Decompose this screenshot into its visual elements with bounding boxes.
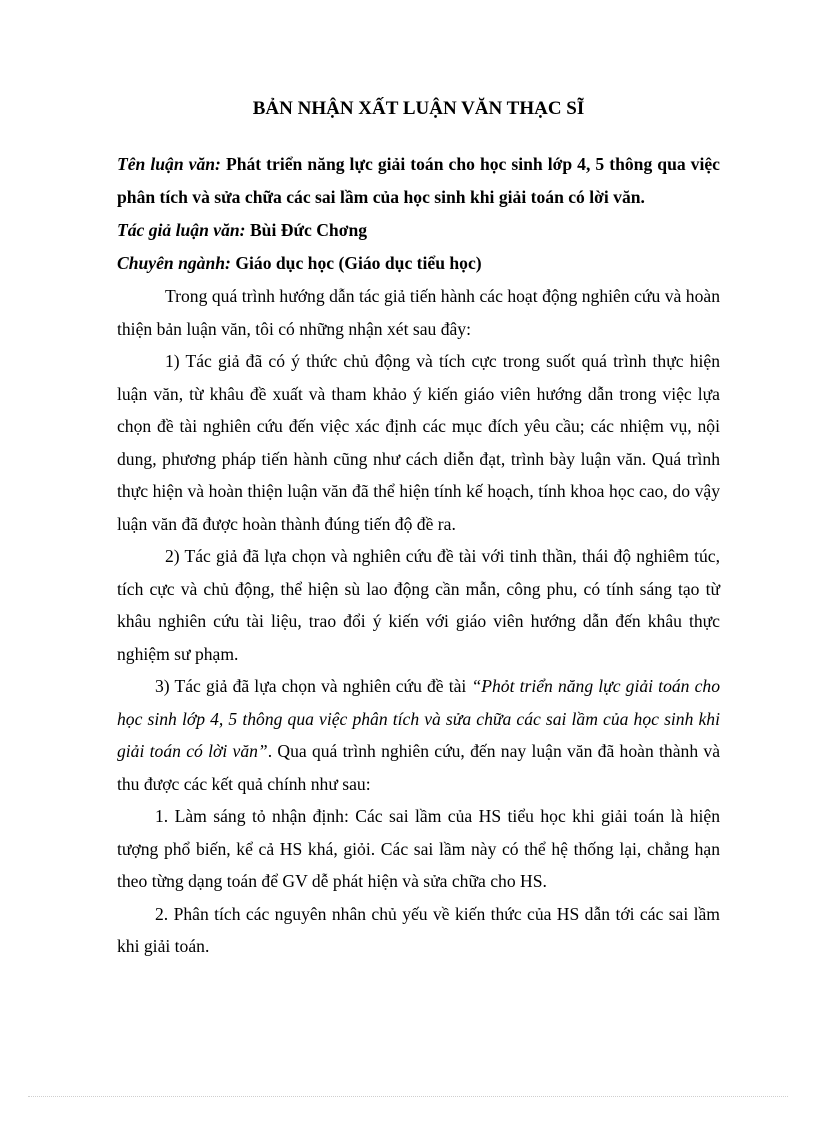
author-line bbox=[117, 214, 720, 247]
author-label: Tác giả luận văn: bbox=[117, 220, 246, 240]
document-page bbox=[117, 93, 720, 963]
point-3-quote: “Phỏt triển năng lực giải toán cho học sinh lớp 4, 5 thông qua việc phân tích và sửa chữa các sai lầm của học sinh khi giải toán có lời văn” bbox=[117, 676, 720, 761]
major-value: Giáo dục học (Giáo dục tiểu học) bbox=[230, 253, 482, 273]
point-2-paragraph: 2) Tác giả đã lựa chọn và nghiên cứu đề tài với tinh thần, thái độ nghiêm túc, tích cực và chủ động, thể hiện sù lao động cần mẫn, công phu, có tính sáng tạo từ khâu nghiên cứu tài liệu, trao đổi ý kiến với giáo viên hướng dẫn đến khâu thực nghiệm sư phạm. bbox=[117, 546, 720, 664]
major-label: Chuyên ngành: bbox=[117, 253, 231, 273]
major-line bbox=[117, 247, 720, 280]
thesis-label: Tên luận văn: bbox=[117, 154, 221, 174]
result-1-paragraph: 1. Làm sáng tỏ nhận định: Các sai lầm của HS tiểu học khi giải toán là hiện tượng phổ biến, kể cả HS khá, giỏi. Các sai lầm này có thể hệ thống lại, chẳng hạn theo từng dạng toán để GV dễ phát hiện và sửa chữa cho HS. bbox=[117, 806, 720, 891]
page-title: BẢN NHẬN XẤT LUẬN VĂN THẠC SĨ bbox=[252, 98, 585, 119]
page-bottom-divider bbox=[28, 1096, 788, 1097]
point-1-paragraph: 1) Tác giả đã có ý thức chủ động và tích cực trong suốt quá trình thực hiện luận văn, từ khâu đề xuất và tham khảo ý kiến giáo viên hướng dẫn trong việc lựa chọn đề tài nghiên cứu đến việc xác định các mục đích yêu cầu; các nhiệm vụ, nội dung, phương pháp tiến hành cũng như cách diễn đạt, trình bày luận văn. Quá trình thực hiện và hoàn thiện luận văn đã thể hiện tính kế hoạch, tính khoa học cao, do vậy luận văn đã được hoàn thành đúng tiến độ đề ra. bbox=[117, 351, 720, 534]
thesis-value: Phát triển năng lực giải toán cho học sinh lớp 4, 5 thông qua việc phân tích và sửa chữa các sai lầm của học sinh khi giải toán có lời văn. bbox=[117, 154, 720, 207]
thesis-name bbox=[117, 148, 720, 214]
author-value: Bùi Đức Chơng bbox=[245, 220, 368, 240]
point-3-lead: 3) Tác giả đã lựa chọn và nghiên cứu đề tài bbox=[155, 676, 472, 696]
intro-paragraph: Trong quá trình hướng dẫn tác giả tiến hành các hoạt động nghiên cứu và hoàn thiện bản luận văn, tôi có những nhận xét sau đây: bbox=[117, 286, 720, 339]
result-2-paragraph: 2. Phân tích các nguyên nhân chủ yếu về kiến thức của HS dẫn tới các sai lầm khi giải toán. bbox=[117, 903, 720, 956]
point-3-tail: . Qua quá trình nghiên cứu, đến nay luận văn đã hoàn thành và thu được các kết quả chính như sau: bbox=[117, 741, 720, 794]
point-3-paragraph bbox=[117, 670, 720, 800]
